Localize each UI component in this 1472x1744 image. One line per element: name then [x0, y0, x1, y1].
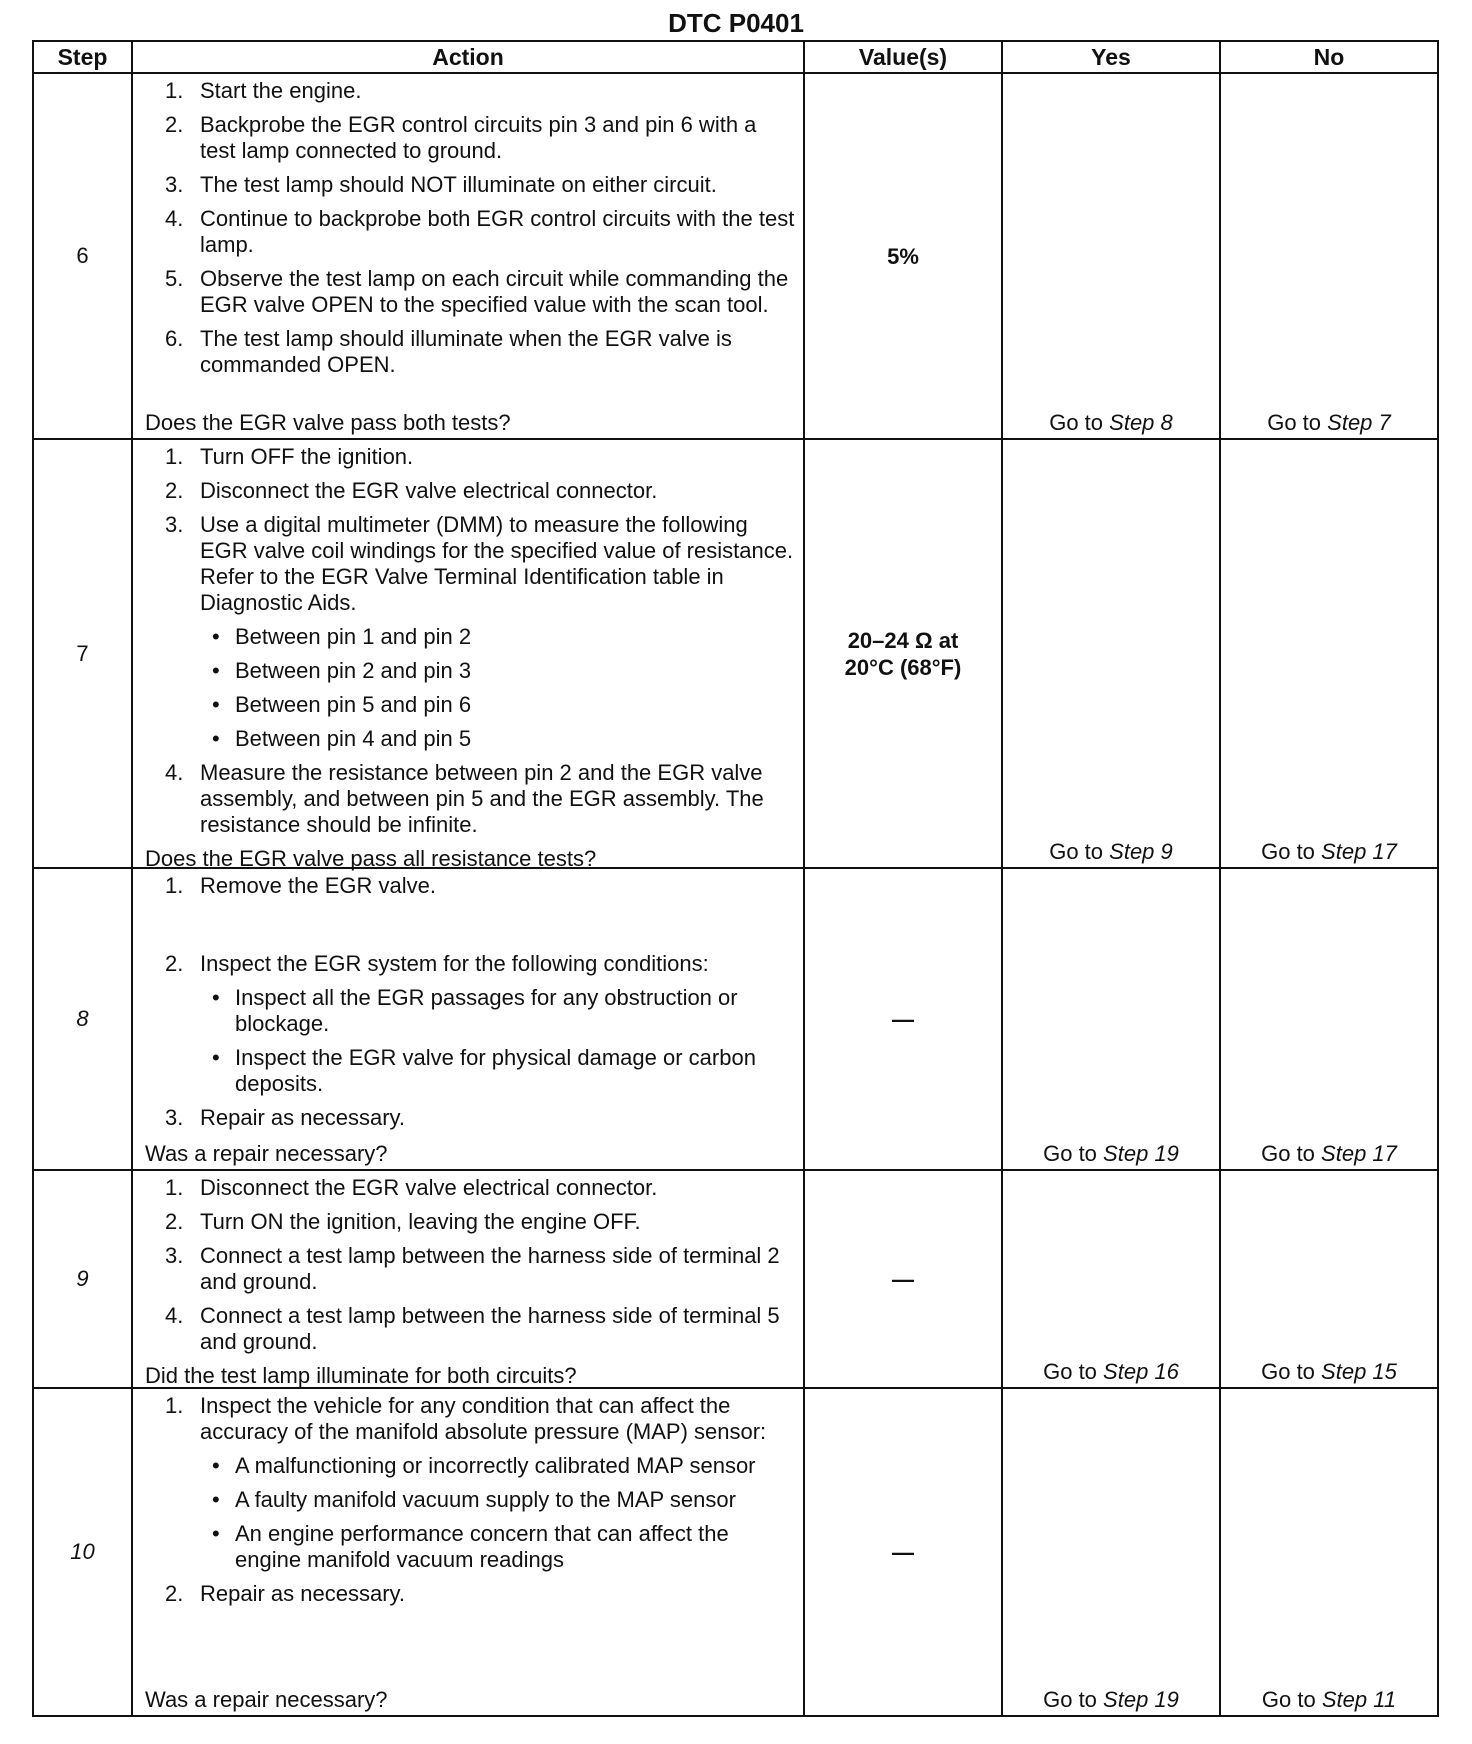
step-number: 8 [33, 868, 132, 1170]
bullet-item: • A malfunctioning or incorrectly calibrated MAP sensor [212, 1453, 756, 1478]
value-cell: 5% [804, 73, 1002, 439]
action-item: 1. Turn OFF the ignition. [165, 444, 414, 469]
header-row [33, 41, 1438, 73]
table-row [33, 868, 1438, 1170]
action-item: 4. Measure the resistance between pin 2 and the EGR valve assembly, and between pin 5 and the EGR assembly. The resistance should be infinite. [165, 760, 764, 837]
yes-target: Step 9 [1109, 839, 1173, 864]
step-number: 9 [33, 1170, 132, 1388]
header-step: Step [33, 41, 132, 73]
action-item: 3. Repair as necessary. [165, 1105, 406, 1130]
no-target: Step 15 [1321, 1359, 1397, 1384]
action-cell [132, 73, 804, 439]
action-item: 2. Repair as necessary. [165, 1581, 406, 1606]
header-action: Action [132, 41, 804, 73]
table-row [33, 1388, 1438, 1716]
no-cell: Go to Step 15 [1220, 1170, 1438, 1388]
step-number: 6 [33, 73, 132, 439]
value-cell: — [804, 868, 1002, 1170]
action-item: 4. Connect a test lamp between the harness side of terminal 5 and ground. [165, 1303, 780, 1354]
step-number: 10 [33, 1388, 132, 1716]
yes-cell: Go to Step 16 [1002, 1170, 1220, 1388]
action-item: 3. Connect a test lamp between the harness side of terminal 2 and ground. [165, 1243, 780, 1294]
bullet-item: • Inspect all the EGR passages for any obstruction or blockage. [212, 985, 738, 1036]
no-target: Step 7 [1327, 410, 1391, 435]
page-title: DTC P0401 [668, 8, 804, 38]
header-yes: Yes [1002, 41, 1220, 73]
yes-target: Step 8 [1109, 410, 1173, 435]
question: Was a repair necessary? [145, 1141, 388, 1166]
no-cell: Go to Step 17 [1220, 439, 1438, 868]
bullet-item: • Inspect the EGR valve for physical damage or carbon deposits. [212, 1045, 756, 1096]
action-item: 2. Disconnect the EGR valve electrical connector. [165, 478, 658, 503]
action-cell [132, 439, 804, 871]
action-item: 1. Disconnect the EGR valve electrical connector. [165, 1175, 658, 1200]
action-item: 1. Inspect the vehicle for any condition that can affect the accuracy of the manifold absolute pressure (MAP) sensor: • A malfunctioning or incorrectly calibrated MAP sensor • A faulty manifold vacuum supply to the MAP sensor • An engine performance concern that can affect the engine manifold vacuum readings [145, 1393, 797, 1573]
bullet-item: • A faulty manifold vacuum supply to the MAP sensor [212, 1487, 736, 1512]
yes-target: Step 19 [1103, 1687, 1179, 1712]
value-cell: — [804, 1170, 1002, 1388]
bullet-item: • Between pin 1 and pin 2 [212, 624, 472, 649]
action-item: 3. Use a digital multimeter (DMM) to measure the following EGR valve coil windings for the specified value of resistance. Refer to the EGR Valve Terminal Identification table in Diagnostic Aids. • Between pin 1 and pin 2 • Between pin 2 and pin 3 • Between pin 5 and pin 6 • Between pin 4 and pin 5 [145, 512, 797, 752]
table-row [33, 1170, 1438, 1388]
no-cell: Go to Step 17 [1220, 868, 1438, 1170]
bullet-item: • Between pin 4 and pin 5 [212, 726, 472, 751]
bullet-item: • An engine performance concern that can affect the engine manifold vacuum readings [212, 1521, 729, 1572]
action-item: 4. Continue to backprobe both EGR control circuits with the test lamp. [165, 206, 795, 257]
action-item: 2. Backprobe the EGR control circuits pin 3 and pin 6 with a test lamp connected to ground. [165, 112, 757, 163]
table-row [33, 73, 1438, 439]
action-cell [132, 1388, 804, 1716]
no-target: Step 17 [1321, 839, 1397, 864]
no-target: Step 17 [1321, 1141, 1397, 1166]
yes-target: Step 16 [1103, 1359, 1179, 1384]
question: Does the EGR valve pass all resistance tests? [145, 846, 597, 871]
diagnostic-table [32, 40, 1439, 1717]
header-values: Value(s) [804, 41, 1002, 73]
yes-cell: Go to Step 19 [1002, 1388, 1220, 1716]
question: Does the EGR valve pass both tests? [145, 410, 511, 435]
action-item: 1. Remove the EGR valve. [165, 873, 436, 898]
no-cell: Go to Step 11 [1220, 1388, 1438, 1716]
action-item: 2. Turn ON the ignition, leaving the engine OFF. [165, 1209, 641, 1234]
step-number: 7 [33, 439, 132, 868]
yes-target: Step 19 [1103, 1141, 1179, 1166]
header-no: No [1220, 41, 1438, 73]
question: Did the test lamp illuminate for both circuits? [145, 1363, 577, 1388]
question: Was a repair necessary? [145, 1687, 388, 1712]
action-item: 3. The test lamp should NOT illuminate on either circuit. [165, 172, 717, 197]
action-item: 5. Observe the test lamp on each circuit while commanding the EGR valve OPEN to the specified value with the scan tool. [165, 266, 789, 317]
yes-cell: Go to Step 19 [1002, 868, 1220, 1170]
yes-cell: Go to Step 8 [1002, 73, 1220, 439]
bullet-item: • Between pin 2 and pin 3 [212, 658, 472, 683]
yes-cell: Go to Step 9 [1002, 439, 1220, 868]
bullet-item: • Between pin 5 and pin 6 [212, 692, 472, 717]
action-item: 1. Start the engine. [165, 78, 362, 103]
no-target: Step 11 [1321, 1687, 1397, 1712]
value-cell: — [804, 1388, 1002, 1716]
action-item: 6. The test lamp should illuminate when the EGR valve is commanded OPEN. [165, 326, 732, 377]
action-cell [132, 1170, 804, 1388]
table-row [33, 439, 1438, 868]
value-cell: 20–24 Ω at 20°C (68°F) [804, 439, 1002, 868]
action-item: 2. Inspect the EGR system for the following conditions: • Inspect all the EGR passages for any obstruction or blockage. • Inspect the EGR valve for physical damage or carbon deposits. [145, 951, 797, 1097]
action-cell [132, 868, 804, 1170]
no-cell: Go to Step 7 [1220, 73, 1438, 439]
